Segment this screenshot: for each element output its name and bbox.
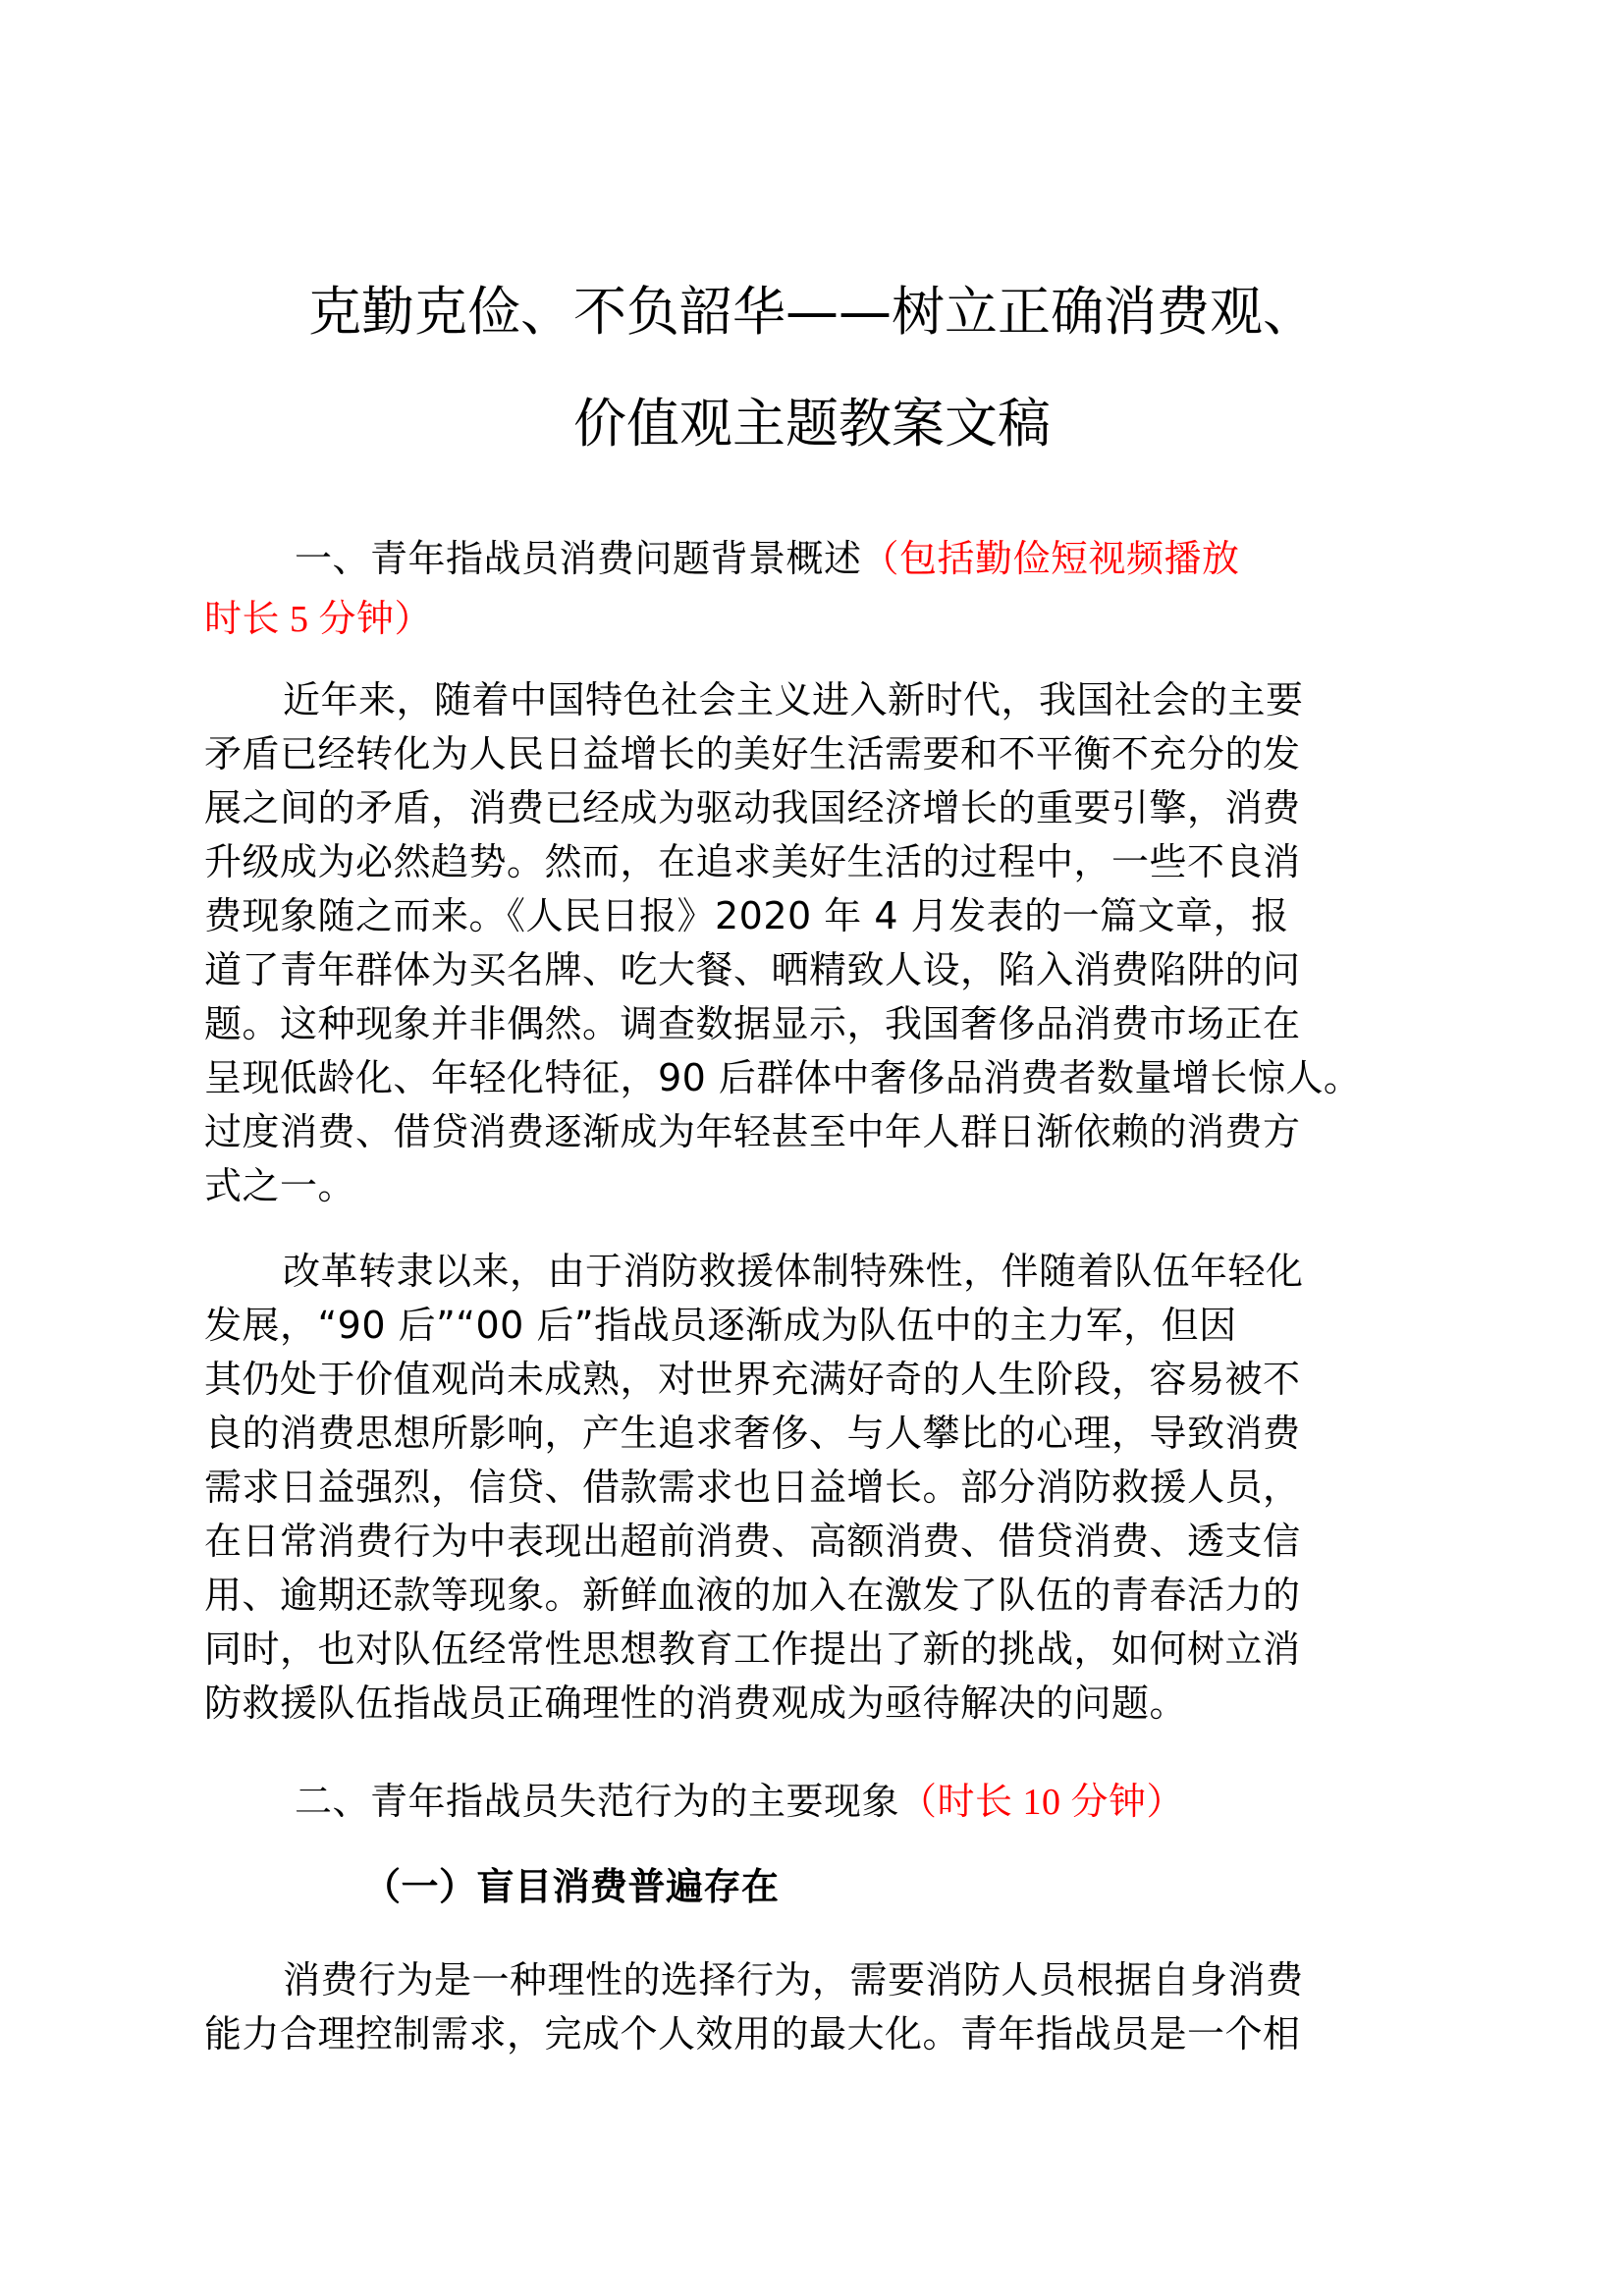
paragraph-line: 题。这种现象并非偶然。调查数据显示，我国奢侈品消费市场正在: [204, 1002, 1301, 1045]
section-1-note: （包括勤俭短视频播放: [861, 537, 1240, 580]
paragraph-line: 改革转隶以来，由于消防救援体制特殊性，伴随着队伍年轻化: [283, 1250, 1304, 1293]
section-1-note-duration: 5: [280, 599, 319, 640]
paragraph-line: 防救援队伍指战员正确理性的消费观成为亟待解决的问题。: [204, 1682, 1188, 1725]
section-1-note-cont: 时长: [204, 597, 281, 640]
paragraph-line: 在日常消费行为中表现出超前消费、高额消费、借贷消费、透支信: [204, 1520, 1301, 1563]
section-2-heading: [204, 1775, 1422, 1829]
document-title-line-2: 价值观主题教案文稿: [573, 393, 1051, 454]
paragraph-line: 发展，“90 后”“00 后”指战员逐渐成为队伍中的主力军，但因: [204, 1304, 1237, 1347]
document-title-line-1: 克勤克俭、不负韶华——树立正确消费观、: [308, 281, 1316, 343]
paragraph-line: 近年来，随着中国特色社会主义进入新时代，我国社会的主要: [283, 678, 1304, 721]
paragraph-line: 其仍处于价值观尚未成熟，对世界充满好奇的人生阶段，容易被不: [204, 1358, 1301, 1401]
section-1-heading: [204, 532, 1422, 646]
paragraph-line: 能力合理控制需求，完成个人效用的最大化。青年指战员是一个相: [204, 2012, 1301, 2056]
paragraph-line: 升级成为必然趋势。然而，在追求美好生活的过程中，一些不良消: [204, 840, 1301, 883]
paragraph-1: [204, 673, 1422, 1213]
paragraph-line: 同时，也对队伍经常性思想教育工作提出了新的挑战，如何树立消: [204, 1628, 1301, 1671]
section-1-heading-text: 一、青年指战员消费问题背景概述: [295, 537, 862, 580]
section-2-note-duration: 10: [1012, 1782, 1071, 1823]
section-2-note-unit: 分钟）: [1070, 1780, 1185, 1823]
paragraph-line: 矛盾已经转化为人民日益增长的美好生活需要和不平衡不充分的发: [204, 732, 1301, 775]
paragraph-line: 呈现低龄化、年轻化特征，90 后群体中奢侈品消费者数量增长惊人。: [204, 1056, 1362, 1099]
subsection-1-heading-text: （一）盲目消费普遍存在: [363, 1865, 780, 1908]
paragraph-2: [204, 1245, 1422, 1731]
subsection-1-heading: [204, 1860, 1422, 1914]
paragraph-line: 道了青年群体为买名牌、吃大餐、晒精致人设，陷入消费陷阱的问: [204, 948, 1301, 991]
paragraph-line: 式之一。: [204, 1164, 356, 1207]
section-1-note-unit: 分钟）: [318, 597, 433, 640]
paragraph-line: 费现象随之而来。《人民日报》2020 年 4 月发表的一篇文章，报: [204, 894, 1289, 937]
section-2-heading-text: 二、青年指战员失范行为的主要现象: [295, 1780, 900, 1823]
paragraph-line: 过度消费、借贷消费逐渐成为年轻甚至中年人群日渐依赖的消费方: [204, 1110, 1301, 1153]
paragraph-line: 展之间的矛盾，消费已经成为驱动我国经济增长的重要引擎，消费: [204, 786, 1301, 829]
paragraph-line: 需求日益强烈，信贷、借款需求也日益增长。部分消防救援人员，: [204, 1466, 1301, 1509]
paragraph-line: 消费行为是一种理性的选择行为，需要消防人员根据自身消费: [283, 1958, 1304, 2002]
paragraph-line: 用、逾期还款等现象。新鲜血液的加入在激发了队伍的青春活力的: [204, 1574, 1301, 1617]
section-2-note: （时长: [899, 1780, 1013, 1823]
paragraph-line: 良的消费思想所影响，产生追求奢侈、与人攀比的心理，导致消费: [204, 1412, 1301, 1455]
paragraph-3: [204, 1953, 1422, 2061]
